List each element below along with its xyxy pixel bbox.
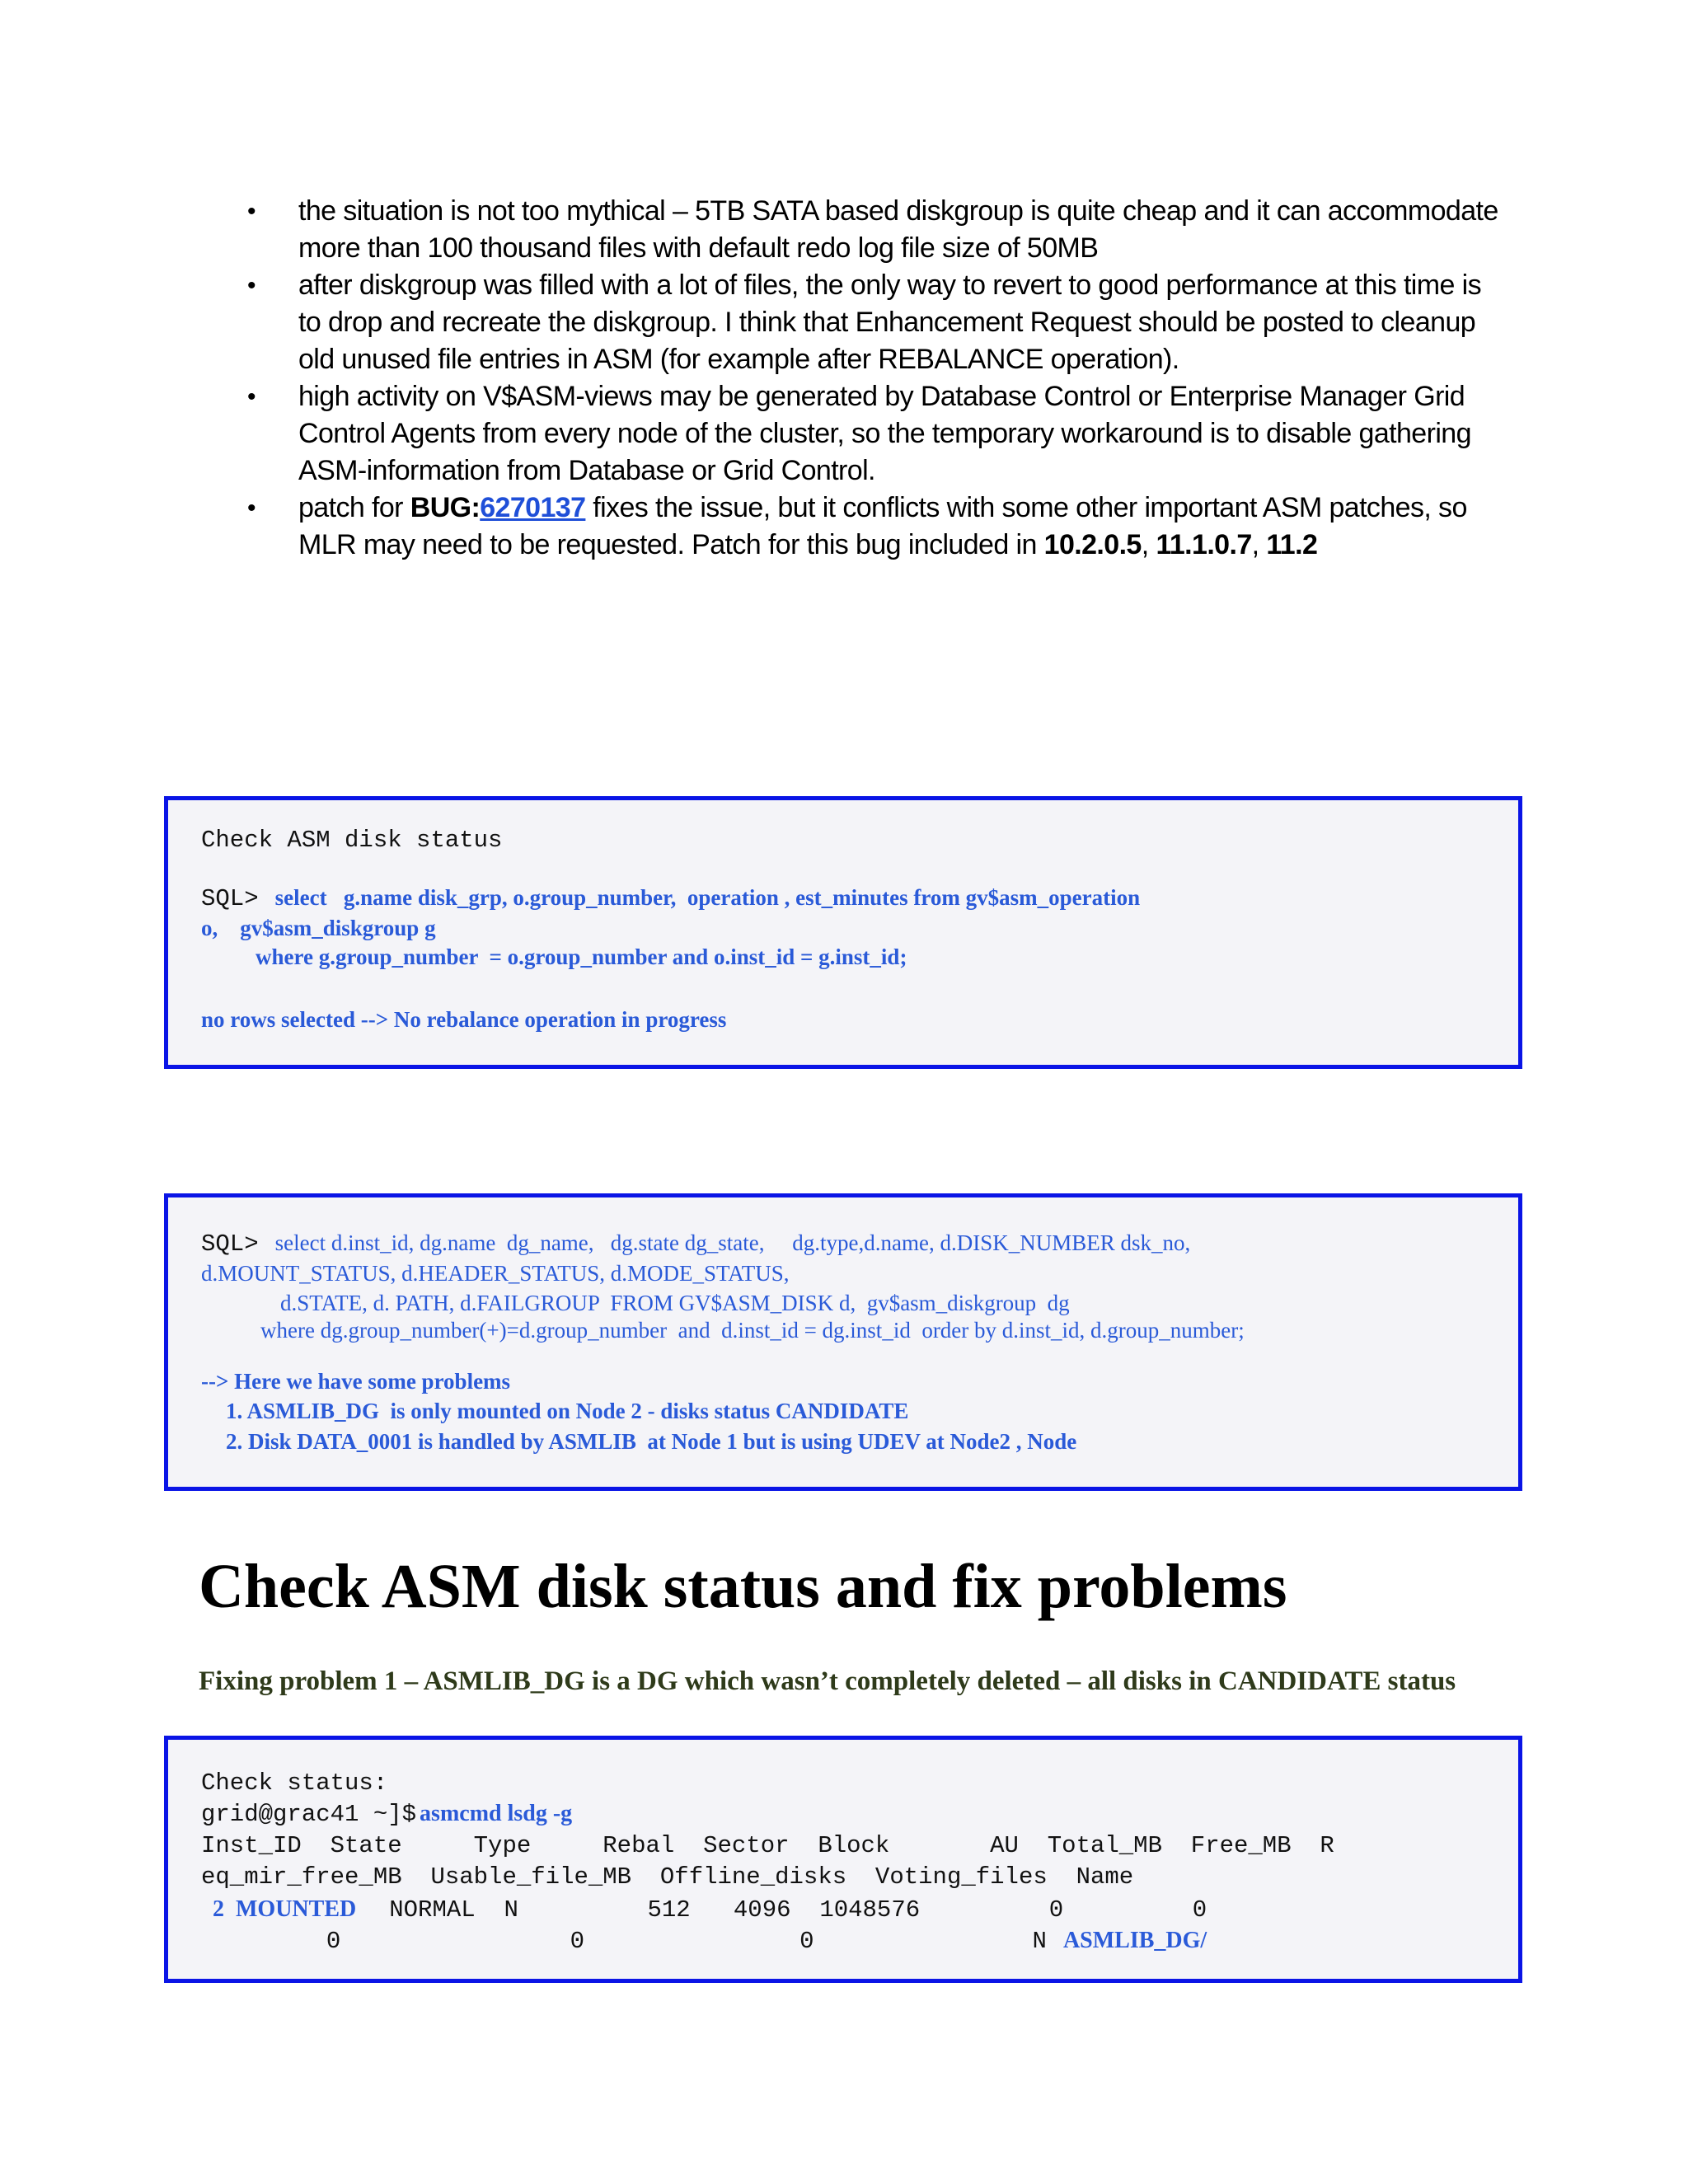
box2-query-line-2: d.MOUNT_STATUS, d.HEADER_STATUS, d.MODE_STATUS, — [201, 1261, 790, 1286]
bug-link[interactable]: 6270137 — [480, 492, 586, 523]
box2-query-line-3: d.STATE, d. PATH, d.FAILGROUP FROM GV$ASM_DISK d, gv$asm_diskgroup dg — [280, 1291, 1070, 1315]
bullet-item-1: • the situation is not too mythical – 5TB SATA based diskgroup is quite cheap and it can accommodate more than 100 thousand files with default redo log file size of 50MB — [239, 193, 1500, 267]
box2-query-line-4: where dg.group_number(+)=d.group_number and d.inst_id = dg.inst_id order by d.inst_id, d.group_number; — [260, 1318, 1245, 1343]
code-box-disk-query — [164, 1193, 1522, 1491]
box3-header-line-2: eq_mir_free_MB Usable_file_MB Offline_disks Voting_files Name — [201, 1863, 1134, 1891]
box3-row-line-2: 0 0 0 N ASMLIB_DG/ — [226, 1928, 1207, 1955]
version-11-1-0-7: 11.1.0.7 — [1156, 529, 1252, 560]
bullet-item-2: • after diskgroup was filled with a lot of files, the only way to revert to good performance at this time is to drop and recreate the diskgroup. I think that Enhancement Request should be posted to cleanup old unused file entries in ASM (for example after REBALANCE operation). — [239, 267, 1500, 378]
bullet-list — [239, 193, 1500, 564]
box2-query-line-1: SQL> select d.inst_id, dg.name dg_name, dg.state dg_state, dg.type,d.name, d.DISK_NUMBER dsk_no, — [201, 1230, 1191, 1258]
bullet-item-4: • patch for BUG:6270137 fixes the issue, but it conflicts with some other important ASM patches, so MLR may need to be requested. Patch for this bug included in 10.2.0.5, 11.1.0.7, 11.2 — [239, 490, 1500, 564]
box2-problem-1: 1. ASMLIB_DG is only mounted on Node 2 - disks status CANDIDATE — [226, 1399, 909, 1423]
bullet-item-3: • high activity on V$ASM-views may be generated by Database Control or Enterprise Manager Grid Control Agents from every node of the cluster, so the temporary workaround is to disable gathering ASM-information from Database or Grid Control. — [239, 378, 1500, 490]
box3-title: Check status: — [201, 1769, 388, 1797]
box1-result: no rows selected --> No rebalance operation in progress — [201, 1007, 727, 1032]
bug-label: BUG: — [410, 492, 481, 523]
section-subheading: Fixing problem 1 – ASMLIB_DG is a DG which wasn’t completely deleted – all disks in CANDIDATE status — [199, 1666, 1456, 1696]
section-heading: Check ASM disk status and fix problems — [199, 1552, 1287, 1621]
box2-problem-2: 2. Disk DATA_0001 is handled by ASMLIB at Node 1 but is using UDEV at Node2 , Node — [226, 1429, 1077, 1454]
box3-row-line-1: 2 MOUNTED NORMAL N 512 4096 1048576 0 0 — [213, 1896, 1207, 1924]
box3-header-line-1: Inst_ID State Type Rebal Sector Block AU Total_MB Free_MB R — [201, 1832, 1334, 1859]
code-box-rebalance-check — [164, 796, 1522, 1069]
box1-query-line-1: SQL> select g.name disk_grp, o.group_number, operation , est_minutes from gv$asm_operation — [201, 885, 1141, 912]
box1-query-line-2: o, gv$asm_diskgroup g — [201, 916, 436, 940]
box2-note: --> Here we have some problems — [201, 1369, 511, 1394]
box3-command-line: grid@grac41 ~]$ asmcmd lsdg -g — [201, 1801, 573, 1828]
code-box-asmcmd — [164, 1736, 1522, 1983]
box1-title: Check ASM disk status — [201, 827, 503, 854]
version-11-2: 11.2 — [1266, 529, 1318, 560]
version-10-2-0-5: 10.2.0.5 — [1043, 529, 1142, 560]
box1-query-line-3: where g.group_number = o.group_number and o.inst_id = g.inst_id; — [256, 944, 907, 969]
